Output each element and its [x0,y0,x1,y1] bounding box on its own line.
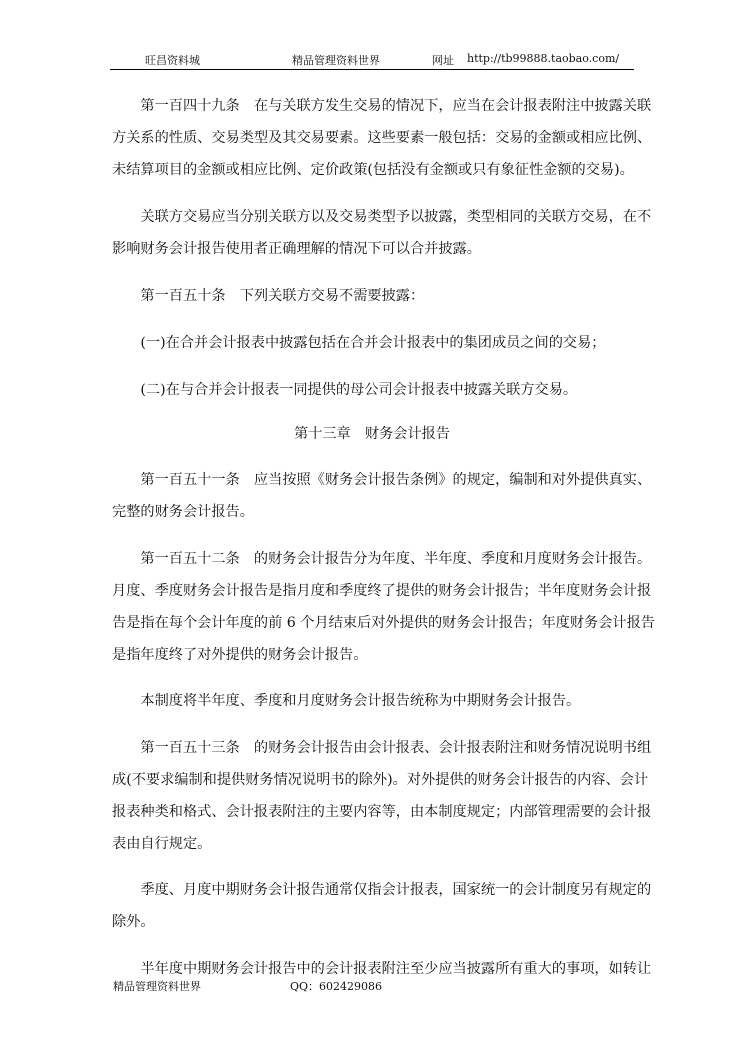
header-url-label: 网址 [432,54,454,67]
text-line: 成(不要求编制和提供财务情况说明书的除外)。对外提供的财务会计报告的内容、会计 [112,772,649,788]
text-line: 报表种类和格式、会计报表附注的主要内容等，由本制度规定；内部管理需要的会计报 [112,804,652,820]
text-line: (二)在与合并会计报表一同提供的母公司会计报表中披露关联方交易。 [112,382,578,398]
footer-qq: QQ：602429086 [290,980,383,993]
text-line: 半年度中期财务会计报告中的会计报表附注至少应当披露所有重大的事项，如转让 [112,961,652,977]
text-line: 影响财务会计报告使用者正确理解的情况下可以合并披露。 [112,241,481,257]
text-line: 第一百五十条 下列关联方交易不需要披露： [112,288,425,304]
text-line: 第一百五十二条 的财务会计报告分为年度、半年度、季度和月度财务会计报告。 [112,551,652,567]
chapter-title: 第十三章 财务会计报告 [293,426,451,442]
page-header [110,51,634,70]
text-line: 月度、季度财务会计报告是指月度和季度终了提供的财务会计报告；半年度财务会计报 [112,583,652,599]
text-line: 第一百四十九条 在与关联方发生交易的情况下，应当在会计报表附注中披露关联 [112,98,652,114]
text-line: 第一百五十一条 应当按照《财务会计报告条例》的规定，编制和对外提供真实、 [112,472,652,488]
footer-site-name: 精品管理资料世界 [113,980,201,993]
text-line: 是指年度终了对外提供的财务会计报告。 [112,647,368,663]
text-line: 未结算项目的金额或相应比例、定价政策(包括没有金额或只有象征性金额的交易)。 [112,162,634,178]
text-line: 方关系的性质、交易类型及其交易要素。这些要素一般包括：交易的金额或相应比例、 [112,130,652,146]
text-line: 季度、月度中期财务会计报告通常仅指会计报表，国家统一的会计制度另有规定的 [112,882,652,898]
header-site-name: 精品管理资料世界 [292,54,380,67]
text-line: (一)在合并会计报表中披露包括在合并会计报表中的集团成员之间的交易； [112,335,606,351]
header-url[interactable]: http://tb99888.taobao.com/ [467,52,620,65]
text-line: 表由自行规定。 [112,836,212,852]
text-line: 关联方交易应当分别关联方以及交易类型予以披露，类型相同的关联方交易，在不 [112,209,652,225]
text-line: 告是指在每个会计年度的前 6 个月结束后对外提供的财务会计报告；年度财务会计报告 [112,615,655,631]
text-line: 第一百五十三条 的财务会计报告由会计报表、会计报表附注和财务情况说明书组 [112,740,652,756]
text-line: 完整的财务会计报告。 [112,504,254,520]
header-shop-name: 旺昌资料城 [145,54,200,67]
text-line: 除外。 [112,914,155,930]
text-line: 本制度将半年度、季度和月度财务会计报告统称为中期财务会计报告。 [112,693,581,709]
